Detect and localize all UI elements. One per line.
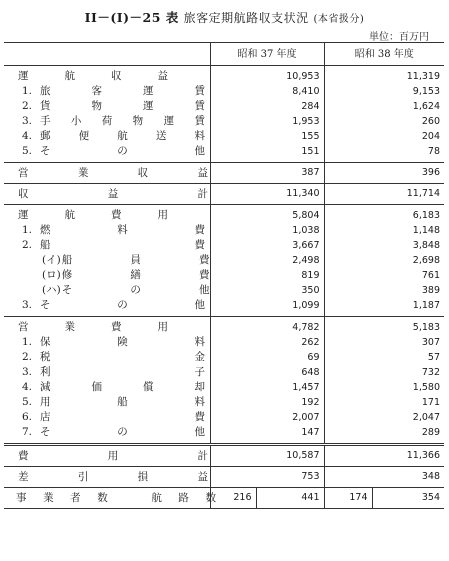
row-number: 3. [22, 299, 33, 311]
fy37-value-cell: 1,038 [210, 223, 324, 238]
table-row [4, 365, 444, 380]
row-number: 3. [22, 115, 33, 127]
fy38-operators-cell: 174 [324, 488, 372, 509]
row-number: 3. [22, 366, 33, 378]
header-blank [4, 43, 210, 66]
row-label-text: 船 費 [40, 239, 205, 251]
fy38-value-cell: 396 [324, 163, 444, 184]
row-label [4, 365, 210, 380]
fy38-value-cell: 2,698 [324, 253, 444, 268]
row-number: 6. [22, 411, 33, 423]
row-label-text: 用 船 料 [40, 396, 205, 408]
fy37-value-cell: 1,099 [210, 298, 324, 317]
row-label-text: 修 繕 費 [61, 269, 210, 281]
fy37-value-cell: 4,782 [210, 317, 324, 336]
fy38-value-cell: 171 [324, 395, 444, 410]
row-label [4, 184, 210, 205]
row-label [4, 99, 210, 114]
row-label [4, 298, 210, 317]
fy38-value-cell: 289 [324, 425, 444, 445]
fy37-value-cell: 1,457 [210, 380, 324, 395]
table-row [4, 223, 444, 238]
fy38-value-cell: 260 [324, 114, 444, 129]
fy37-value-cell: 2,498 [210, 253, 324, 268]
fy38-value-cell: 6,183 [324, 205, 444, 224]
row-label [4, 114, 210, 129]
fy37-value-cell: 151 [210, 144, 324, 163]
fy37-value-cell: 8,410 [210, 84, 324, 99]
row-label-text: 減 価 償 却 [40, 381, 205, 393]
row-label-text: 差 引 損 益 [18, 471, 208, 483]
row-number: 2. [22, 239, 33, 251]
row-label [4, 283, 210, 298]
fy38-value-cell: 1,624 [324, 99, 444, 114]
row-number: (ロ) [42, 269, 61, 281]
table-row [4, 317, 444, 336]
row-label [4, 410, 210, 425]
fy38-value-cell: 1,580 [324, 380, 444, 395]
row-label [4, 268, 210, 283]
fy37-value-cell: 1,953 [210, 114, 324, 129]
fy37-value-cell: 648 [210, 365, 324, 380]
table-row [4, 488, 444, 509]
row-label [4, 395, 210, 410]
row-number: 1. [22, 336, 33, 348]
row-number: 2. [22, 100, 33, 112]
header-row [4, 43, 444, 66]
fy37-value-cell: 284 [210, 99, 324, 114]
fy38-value-cell: 57 [324, 350, 444, 365]
fy38-value-cell: 11,366 [324, 445, 444, 467]
row-label-text: 営 業 費 用 [18, 321, 168, 333]
fy38-value-cell: 732 [324, 365, 444, 380]
row-label [4, 205, 210, 224]
row-label-text: 燃 料 費 [40, 224, 205, 236]
table-row [4, 410, 444, 425]
table-row [4, 66, 444, 85]
table-row [4, 425, 444, 445]
table-row [4, 445, 444, 467]
table-row [4, 335, 444, 350]
row-label [4, 467, 210, 488]
unit-label: 単位：百万円 [369, 32, 429, 43]
row-label [4, 129, 210, 144]
table-row [4, 253, 444, 268]
fy37-operators-cell: 216 [210, 488, 256, 509]
fy38-value-cell: 204 [324, 129, 444, 144]
row-label [4, 380, 210, 395]
row-label [4, 238, 210, 253]
row-label [4, 84, 210, 99]
row-label [4, 253, 210, 268]
row-label-text: 手 小 荷 物 運 賃 [40, 115, 205, 127]
row-label [4, 445, 210, 467]
table-row [4, 268, 444, 283]
row-label: 事 業 者 数 航 路 数 [4, 488, 210, 509]
table-row [4, 163, 444, 184]
fy37-value-cell: 10,587 [210, 445, 324, 467]
table-title [0, 8, 449, 26]
revenue-expense-table [4, 42, 444, 509]
row-label [4, 350, 210, 365]
fy37-routes-cell: 441 [256, 488, 324, 509]
table-row [4, 129, 444, 144]
fy38-value-cell: 389 [324, 283, 444, 298]
fy38-value-cell: 348 [324, 467, 444, 488]
table-row [4, 84, 444, 99]
fy37-value-cell: 192 [210, 395, 324, 410]
table-row [4, 184, 444, 205]
row-label-text: そ の 他 [61, 284, 210, 296]
fy37-value-cell: 2,007 [210, 410, 324, 425]
fy38-value-cell: 307 [324, 335, 444, 350]
column-header-fy38: 昭和 38 年度 [324, 43, 444, 66]
fy37-value-cell: 819 [210, 268, 324, 283]
table-row [4, 238, 444, 253]
fy38-value-cell: 3,848 [324, 238, 444, 253]
row-number: 5. [22, 396, 33, 408]
row-label-text: 営 業 収 益 [18, 167, 208, 179]
fy37-value-cell: 262 [210, 335, 324, 350]
fy37-value-cell: 3,667 [210, 238, 324, 253]
row-label-text: 収 益 計 [18, 188, 208, 200]
row-label-text: 船 員 費 [61, 254, 210, 266]
row-number: 2. [22, 351, 33, 363]
row-label-text: そ の 他 [40, 145, 205, 157]
fy38-value-cell: 1,187 [324, 298, 444, 317]
table-number: II－(I)－25 表 [84, 10, 179, 25]
fy38-value-cell: 1,148 [324, 223, 444, 238]
row-label-text: 運 航 収 益 [18, 70, 168, 82]
row-label-text: 費 用 計 [18, 450, 208, 462]
row-label-text: 税 金 [40, 351, 205, 363]
row-label-text: 保 険 料 [40, 336, 205, 348]
table-row [4, 144, 444, 163]
fy37-value-cell: 11,340 [210, 184, 324, 205]
row-label [4, 163, 210, 184]
row-label-text: そ の 他 [40, 299, 205, 311]
row-label-text: 貨 物 運 賃 [40, 100, 205, 112]
row-number: (イ) [42, 254, 61, 266]
title-note: (本省扱分) [313, 14, 365, 25]
table-row [4, 298, 444, 317]
row-number: 1. [22, 224, 33, 236]
row-number: 4. [22, 381, 33, 393]
fy37-value-cell: 5,804 [210, 205, 324, 224]
fy38-routes-cell: 354 [372, 488, 444, 509]
table-row [4, 380, 444, 395]
row-label-text: 運 航 費 用 [18, 209, 168, 221]
row-label-text: 利 子 [40, 366, 205, 378]
row-label [4, 335, 210, 350]
row-number: (ハ) [42, 284, 61, 296]
row-label-text: 旅 客 運 賃 [40, 85, 205, 97]
row-number: 5. [22, 145, 33, 157]
row-label [4, 223, 210, 238]
fy37-value-cell: 350 [210, 283, 324, 298]
fy38-value-cell: 9,153 [324, 84, 444, 99]
fy37-value-cell: 69 [210, 350, 324, 365]
table-row [4, 114, 444, 129]
row-label [4, 144, 210, 163]
fy38-value-cell: 78 [324, 144, 444, 163]
fy37-value-cell: 10,953 [210, 66, 324, 85]
fy38-value-cell: 11,714 [324, 184, 444, 205]
row-label [4, 425, 210, 445]
row-label-text: 店 費 [40, 411, 205, 423]
fy37-value-cell: 155 [210, 129, 324, 144]
title-text: 旅客定期航路収支状況 [183, 11, 309, 25]
fy38-value-cell: 11,319 [324, 66, 444, 85]
row-number: 7. [22, 426, 33, 438]
table-row [4, 395, 444, 410]
table-row [4, 99, 444, 114]
fy38-value-cell: 2,047 [324, 410, 444, 425]
row-label-text: 郵 便 航 送 料 [40, 130, 205, 142]
table-row [4, 283, 444, 298]
table-row [4, 205, 444, 224]
row-label [4, 317, 210, 336]
row-label [4, 66, 210, 85]
column-header-fy37: 昭和 37 年度 [210, 43, 324, 66]
row-number: 4. [22, 130, 33, 142]
fy37-value-cell: 753 [210, 467, 324, 488]
row-number: 1. [22, 85, 33, 97]
fy37-value-cell: 387 [210, 163, 324, 184]
fy38-value-cell: 5,183 [324, 317, 444, 336]
fy38-value-cell: 761 [324, 268, 444, 283]
row-label-text: そ の 他 [40, 426, 205, 438]
table-row [4, 467, 444, 488]
table-row [4, 350, 444, 365]
fy37-value-cell: 147 [210, 425, 324, 445]
